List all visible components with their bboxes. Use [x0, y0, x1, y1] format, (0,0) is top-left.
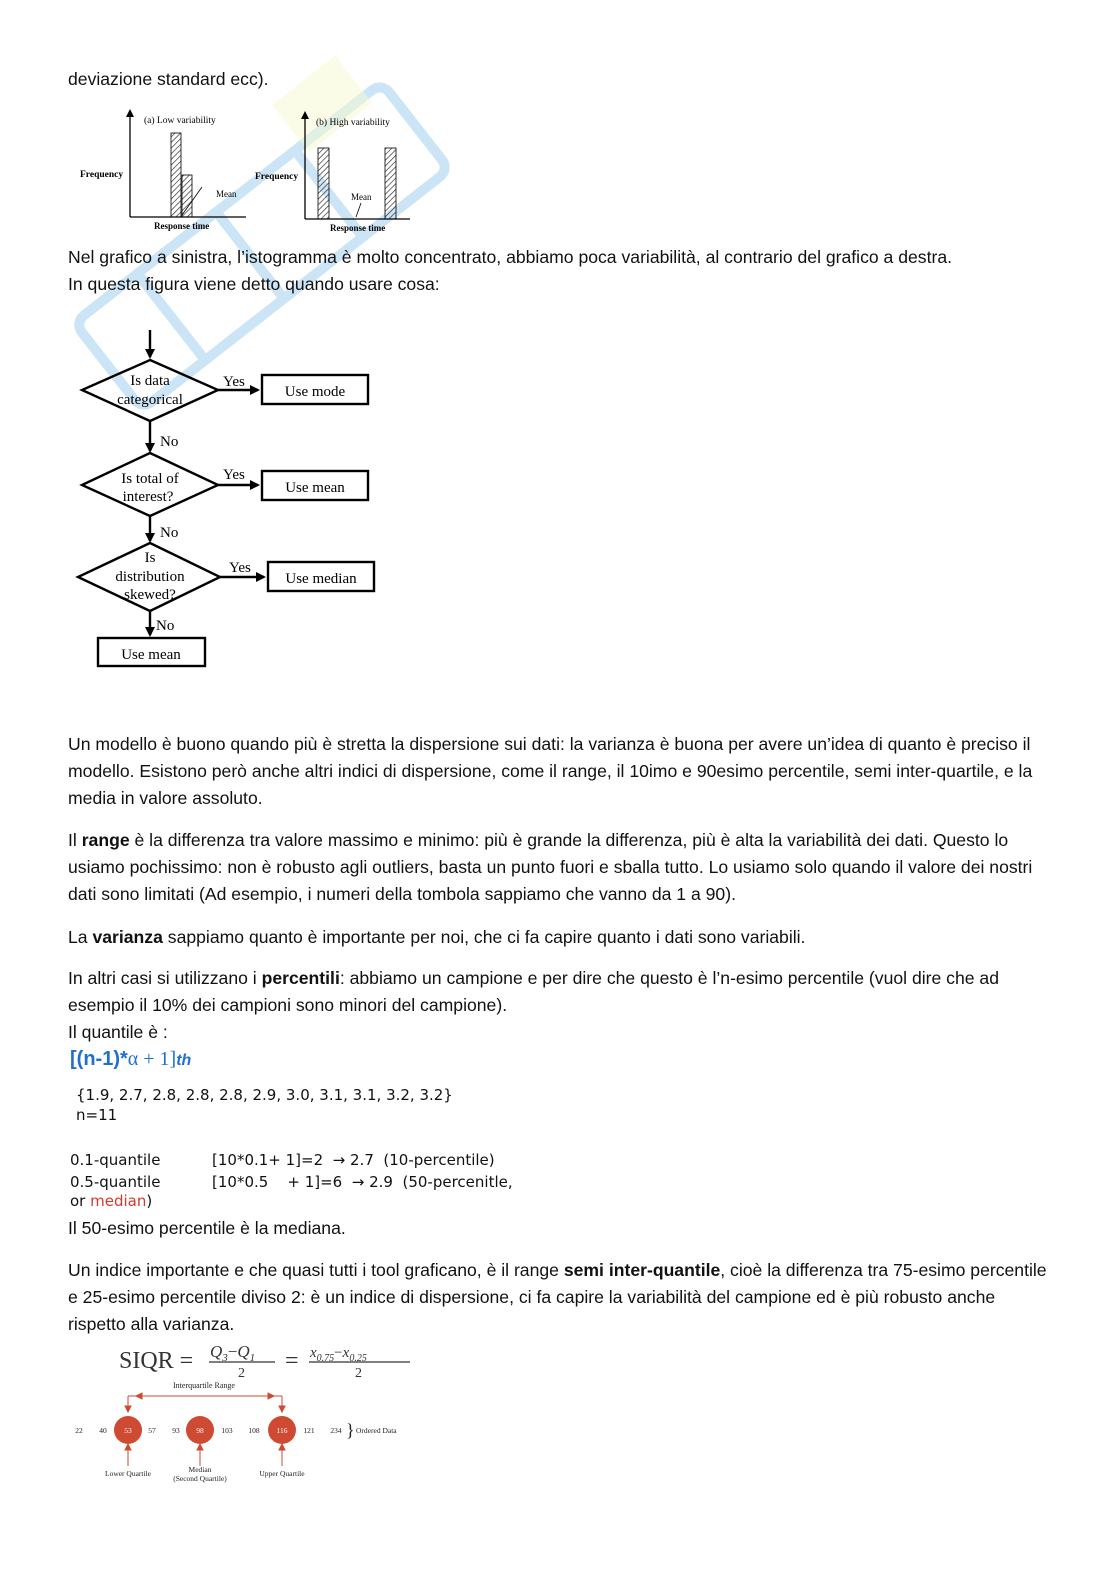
quantile-row3: or median) — [70, 1192, 153, 1210]
bold-semi-inter-quantile: semi inter-quantile — [563, 1260, 721, 1280]
right-bar-right — [385, 148, 396, 219]
data-value: 22 — [75, 1426, 83, 1435]
right-histogram — [255, 111, 410, 233]
right-bar-left — [318, 148, 329, 219]
left-hist-xlabel: Response time — [154, 221, 210, 231]
no-label-2: No — [160, 525, 179, 541]
right-hist-ylabel: Frequency — [255, 172, 299, 182]
data-value: 40 — [99, 1426, 107, 1435]
right-hist-title: (b) High variability — [316, 118, 390, 128]
q2-line2: interest? — [122, 489, 174, 505]
use-median-label: Use median — [285, 571, 357, 587]
quantile-row2-label: 0.5-quantile — [70, 1173, 161, 1191]
ordered-data-label: Ordered Data — [356, 1426, 397, 1435]
brace: } — [346, 1420, 355, 1440]
text-para-grafico — [68, 244, 1048, 298]
data-value: 93 — [172, 1426, 180, 1435]
text-line-deviazione: deviazione standard ecc). — [68, 69, 269, 89]
siqr-formula — [115, 1340, 415, 1380]
left-bar-short — [182, 175, 192, 217]
q3-line2: distribution — [115, 569, 185, 585]
text-para-varianza: La varianza sappiamo quanto è importante per noi, che ci fa capire quanto i dati sono variabili. — [68, 927, 806, 947]
quantile-formula: [(n-1)*α + 1]th — [70, 1048, 192, 1070]
median-label: Median — [188, 1465, 212, 1474]
text-para-mediana: Il 50-esimo percentile è la mediana. — [68, 1218, 346, 1238]
left-hist-title: (a) Low variability — [144, 116, 216, 126]
quantile-dataset: {1.9, 2.7, 2.8, 2.8, 2.8, 2.9, 3.0, 3.1, 3.1, 3.2, 3.2} — [76, 1086, 453, 1104]
siqr-q3: $Q_3-Q_1$ — [210, 1342, 256, 1364]
left-bar-tall — [171, 133, 181, 217]
text-para-grafico-l1: Nel grafico a sinistra, l’istogramma è molto concentrato, abbiamo poca variabilità, al contrario del grafico a destra. — [68, 247, 953, 267]
no-label-1: No — [160, 434, 179, 450]
siqr-equals: = — [285, 1348, 299, 1374]
left-hist-ylabel: Frequency — [80, 170, 124, 180]
text-para-percentili: In altri casi si utilizzano i percentili: abbiamo un campione e per dire che questo è l’n-esimo percentile (vuol dire che ad esempio il 10% dei campioni sono minori del campione). Il quantile è : — [68, 968, 999, 1042]
flowchart — [70, 325, 390, 675]
use-mean-label: Use mean — [285, 480, 345, 496]
data-value: 116 — [276, 1426, 288, 1435]
decision-categorical — [82, 360, 218, 421]
quantile-row1-calc: [10*0.1+ 1]=2 → 2.7 (10-percentile) — [212, 1151, 495, 1169]
q1-line2: categorical — [117, 392, 183, 408]
upper-quartile-label: Upper Quartile — [259, 1469, 305, 1478]
data-value: 108 — [248, 1426, 260, 1435]
q1-line1: Is data — [130, 373, 170, 389]
histogram-figure — [78, 105, 418, 235]
quantile-n: n=11 — [76, 1106, 118, 1124]
data-value: 234 — [330, 1426, 342, 1435]
second-quartile-label: (Second Quartile) — [173, 1474, 227, 1483]
data-value: 121 — [303, 1426, 315, 1435]
data-value: 98 — [196, 1426, 204, 1435]
siqr-lhs: SIQR = — [119, 1348, 194, 1374]
yes-label-2: Yes — [223, 467, 245, 483]
data-value: 57 — [148, 1426, 156, 1435]
left-histogram — [80, 109, 246, 231]
lower-quartile-label: Lower Quartile — [104, 1469, 152, 1478]
median-red-word: median — [90, 1192, 147, 1210]
bold-percentili: percentili — [261, 968, 340, 988]
iqr-label: Interquartile Range — [173, 1381, 235, 1390]
no-label-3: No — [156, 618, 175, 634]
text-quantile-intro: Il quantile è : — [68, 1022, 168, 1042]
text-para-range: Il range è la differenza tra valore massimo e minimo: più è grande la differenza, più è alta la variabilità dei dati. Questo lo usiamo pochissimo: non è robusto agli outliers, basta un punto fuori e sballa tutto. Lo usiamo solo quando il valore dei nostri dati sono limitati (Ad esempio, i numeri della tombola sappiamo che vanno da 1 a 90). — [68, 830, 1033, 904]
quantile-row2-calc: [10*0.5 + 1]=6 → 2.9 (50-percenitle, — [212, 1173, 513, 1191]
left-hist-mean: Mean — [216, 189, 237, 199]
siqr-diagram — [70, 1378, 420, 1488]
use-mode-label: Use mode — [284, 384, 346, 400]
yes-label-1: Yes — [223, 374, 245, 390]
quantile-row1-label: 0.1-quantile — [70, 1151, 161, 1169]
q2-line1: Is total of — [121, 471, 179, 487]
yes-label-3: Yes — [229, 560, 251, 576]
right-hist-xlabel: Response time — [330, 223, 386, 233]
text-para-modello: Un modello è buono quando più è stretta la dispersione sui dati: la varianza è buona per avere un’idea di quanto è preciso il modello. Esistono però anche altri indici di dispersione, come il range, il 10imo e 90esimo percentile, semi inter-quartile, e la media in valore assoluto. — [68, 734, 1033, 808]
text-para-siqr: Un indice importante e che quasi tutti i tool graficano, è il range semi inter-quantile, cioè la differenza tra 75-esimo percentile e 25-esimo percentile diviso 2: è un indice di dispersione, ci fa capire la variabilità del campione ed è più robusto anche rispetto alla varianza. — [68, 1260, 1047, 1334]
right-hist-mean: Mean — [351, 192, 372, 202]
data-value: 53 — [124, 1426, 132, 1435]
bold-varianza: varianza — [92, 927, 163, 947]
bold-range: range — [81, 830, 130, 850]
siqr-den-2: 2 — [355, 1366, 362, 1380]
q3-line1: Is — [144, 550, 156, 566]
data-value: 103 — [221, 1426, 233, 1435]
text-para-grafico-l2: In questa figura viene detto quando usare cosa: — [68, 274, 440, 294]
ordered-data-row — [75, 1416, 397, 1483]
use-mean-final-label: Use mean — [121, 647, 181, 663]
siqr-x-terms: $x_{0.75}-x_{0.25}$ — [310, 1345, 367, 1364]
q3-line3: skewed? — [124, 587, 176, 603]
siqr-den-1: 2 — [238, 1366, 245, 1380]
